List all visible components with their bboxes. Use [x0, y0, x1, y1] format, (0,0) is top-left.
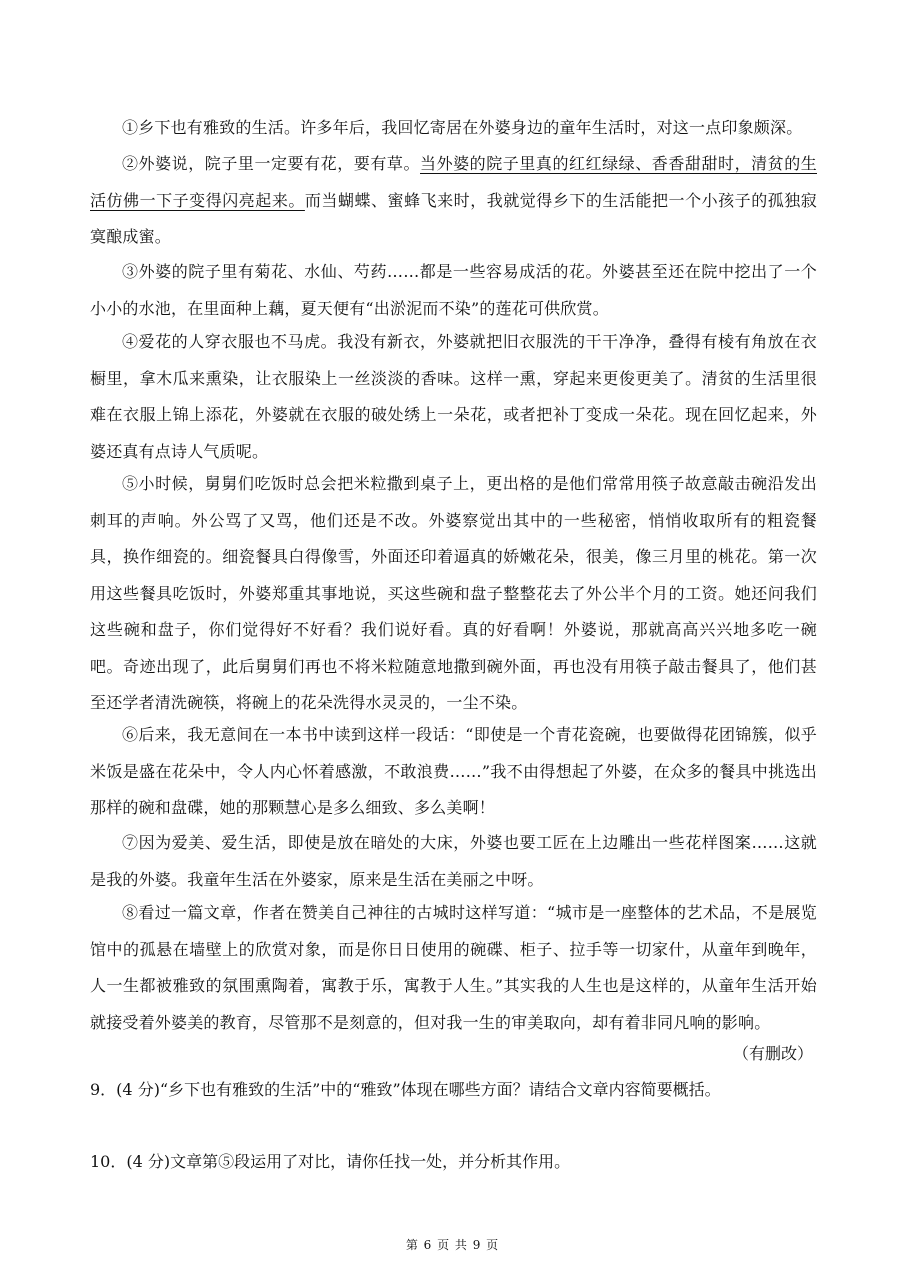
paragraph-5: ⑤小时候，舅舅们吃饭时总会把米粒撒到桌子上，更出格的是他们常常用筷子故意敲击碗沿发出刺耳的声响。外公骂了又骂，他们还是不改。外婆察觉出其中的一些秘密，悄悄收取所有的粗瓷餐具，换作细瓷的。细瓷餐具白得像雪，外面还印着逼真的娇嫩花朵，很美，像三月里的桃花。第一次用这些餐具吃饭时，外婆郑重其事地说，买这些碗和盘子整整花去了外公半个月的工资。她还问我们这些碗和盘子，你们觉得好不好看？我们说好看。真的好看啊！外婆说，那就高高兴兴地多吃一碗吧。奇迹出现了，此后舅舅们再也不将米粒随意地撒到碗外面，再也没有用筷子敲击餐具了，他们甚至还学者清洗碗筷，将碗上的花朵洗得水灵灵的，一尘不染。	[90, 474, 817, 712]
paragraph-2-tail: 而当蝴蝶、蜜蜂飞来时，我就觉得乡下的生活能把一个小孩子的孤独寂寞酿成蜜。	[90, 190, 817, 246]
paragraph-8: ⑧看过一篇文章，作者在赞美自己神往的古城时这样写道：“城市是一座整体的艺术品，不是展览馆中的孤悬在墙壁上的欣赏对象，而是你日日使用的碗碟、柜子、拉手等一切家什，从童年到晚年，人一生都被雅致的氛围熏陶着，寓教于乐，寓教于人生。”其实我的人生也是这样的，从童年生活开始就接受着外婆美的教育，尽管那不是刻意的，但对我一生的审美取向，却有着非同凡响的影响。	[90, 903, 817, 1032]
paragraph-2-lead: ②外婆说，院子里一定要有花，要有草。	[122, 154, 421, 173]
paragraph-3: ③外婆的院子里有菊花、水仙、芍药……都是一些容易成活的花。外婆甚至还在院中挖出了一个小小的水池，在里面种上藕，夏天便有“出淤泥而不染”的莲花可供欣赏。	[90, 262, 817, 318]
source-note: （有删改）	[732, 1044, 813, 1063]
question-9: 9．(4 分)“乡下也有雅致的生活”中的“雅致”体现在哪些方面？请结合文章内容简要概括。	[90, 1080, 721, 1099]
paragraph-6: ⑥后来，我无意间在一本书中读到这样一段话：“即使是一个青花瓷碗，也要做得花团锦簇，似乎米饭是盛在花朵中，令人内心怀着感激，不敢浪费……”我不由得想起了外婆，在众多的餐具中挑选出那样的碗和盘碟，她的那颗慧心是多么细致、多么美啊！	[90, 725, 817, 817]
paragraph-1: ①乡下也有雅致的生活。许多年后，我回忆寄居在外婆身边的童年生活时，对这一点印象颇深。	[122, 118, 803, 137]
page-footer: 第 6 页 共 9 页	[405, 1238, 500, 1252]
paragraph-4: ④爱花的人穿衣服也不马虎。我没有新衣，外婆就把旧衣服洗的干干净净，叠得有棱有角放在衣橱里，拿木瓜来熏染，让衣服染上一丝淡淡的香味。这样一熏，穿起来更俊更美了。清贫的生活里很难在衣服上锦上添花，外婆就在衣服的破处绣上一朵花，或者把补丁变成一朵花。现在回忆起来，外婆还真有点诗人气质呢。	[90, 332, 817, 461]
paragraph-2	[90, 146, 817, 256]
paragraph-7: ⑦因为爱美、爱生活，即使是放在暗处的大床，外婆也要工匠在上边雕出一些花样图案……这就是我的外婆。我童年生活在外婆家，原来是生活在美丽之中呀。	[90, 833, 817, 889]
underlined-sentence: 当外婆的院子里真的红红绿绿、香香甜甜时，清贫的生活仿佛一下子变得闪亮起来。	[90, 154, 817, 210]
question-10: 10．(4 分)文章第⑤段运用了对比，请你任找一处，并分析其作用。	[90, 1152, 571, 1171]
